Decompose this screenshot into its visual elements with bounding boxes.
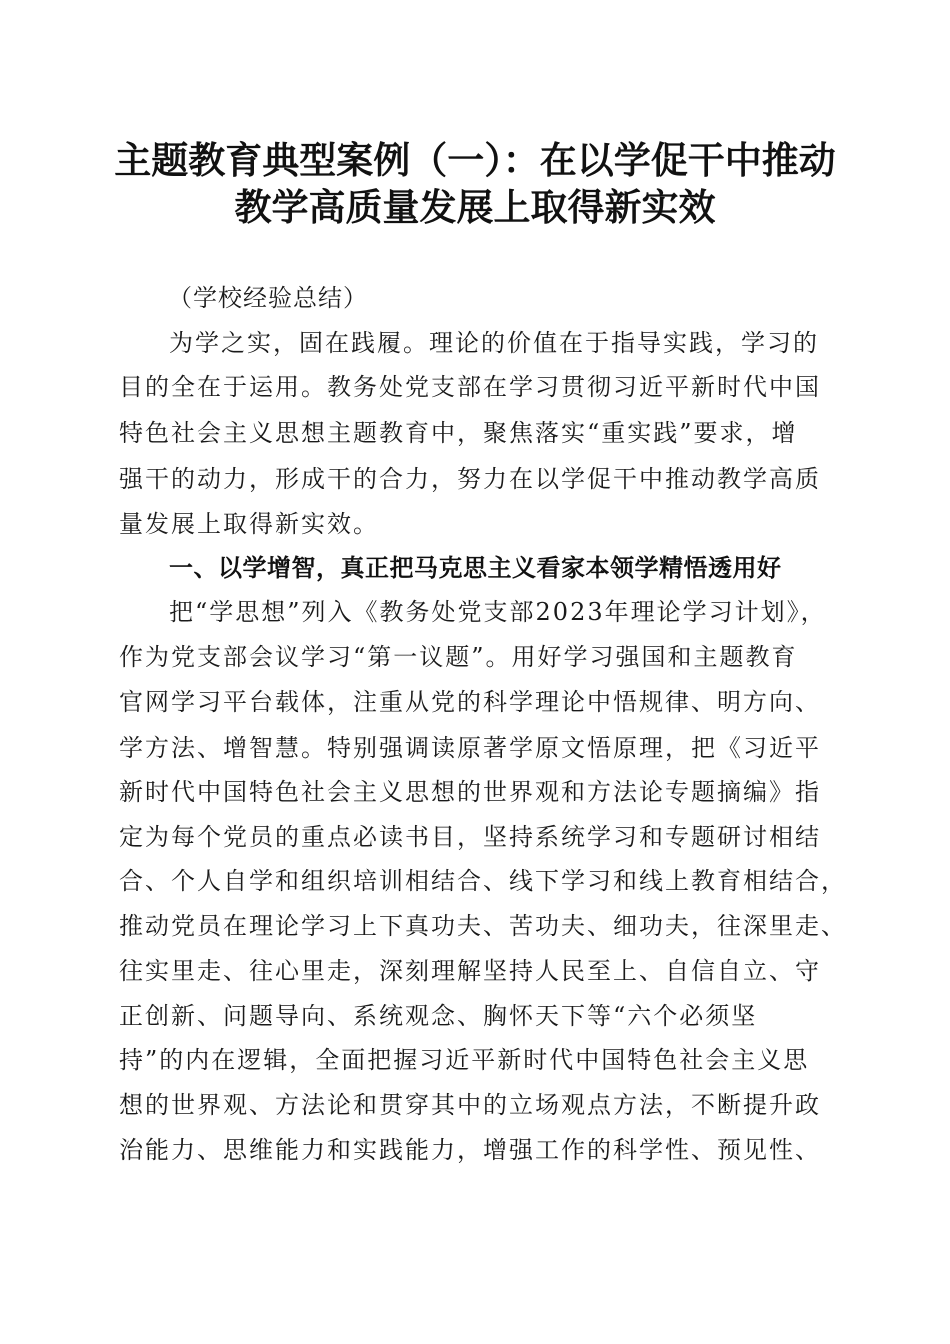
section-1-paragraph-line: 治能力、思维能力和实践能力，增强工作的科学性、预见性、 — [119, 1136, 821, 1164]
section-1-paragraph-line: 把“学思想”列入《教务处党支部2023年理论学习计划》， — [169, 598, 827, 626]
intro-paragraph-line: 目的全在于运用。教务处党支部在学习贯彻习近平新时代中国 — [119, 373, 821, 401]
intro-paragraph-line: 强干的动力，形成干的合力，努力在以学促干中推动教学高质 — [119, 465, 821, 493]
section-1-paragraph-line: 新时代中国特色社会主义思想的世界观和方法论专题摘编》指 — [119, 778, 821, 806]
intro-paragraph-line: 量发展上取得新实效。 — [119, 510, 379, 538]
section-1-paragraph-line: 学方法、增智慧。特别强调读原著学原文悟原理，把《习近平 — [119, 734, 821, 762]
section-1-paragraph-line: 作为党支部会议学习“第一议题”。用好学习强国和主题教育 — [119, 643, 798, 671]
section-1-paragraph-line: 持”的内在逻辑，全面把握习近平新时代中国特色社会主义思 — [119, 1046, 810, 1074]
intro-paragraph-line: 特色社会主义思想主题教育中，聚焦落实“重实践”要求，增 — [119, 419, 798, 447]
document-subtitle: （学校经验总结） — [168, 284, 368, 312]
section-1-paragraph-line: 正创新、问题导向、系统观念、胸怀天下等“六个必须坚 — [119, 1002, 758, 1030]
section-1-heading: 一、以学增智，真正把马克思主义看家本领学精悟透用好 — [169, 554, 782, 582]
section-1-paragraph-line: 定为每个党员的重点必读书目，坚持系统学习和专题研讨相结 — [119, 823, 821, 851]
document-title-line-2: 教学高质量发展上取得新实效 — [234, 185, 716, 229]
section-1-paragraph-line: 合、个人自学和组织培训相结合、线下学习和线上教育相结合， — [119, 867, 847, 895]
section-1-paragraph-line: 推动党员在理论学习上下真功夫、苦功夫、细功夫，往深里走、 — [119, 912, 847, 940]
intro-paragraph-line: 为学之实，固在践履。理论的价值在于指导实践，学习的 — [169, 329, 819, 357]
section-1-paragraph-line: 官网学习平台载体，注重从党的科学理论中悟规律、明方向、 — [119, 688, 821, 716]
section-1-paragraph-line: 想的世界观、方法论和贯穿其中的立场观点方法，不断提升政 — [119, 1091, 821, 1119]
document-title-line-1: 主题教育典型案例（一）：在以学促干中推动 — [114, 138, 836, 182]
section-1-paragraph-line: 往实里走、往心里走，深刻理解坚持人民至上、自信自立、守 — [119, 957, 821, 985]
